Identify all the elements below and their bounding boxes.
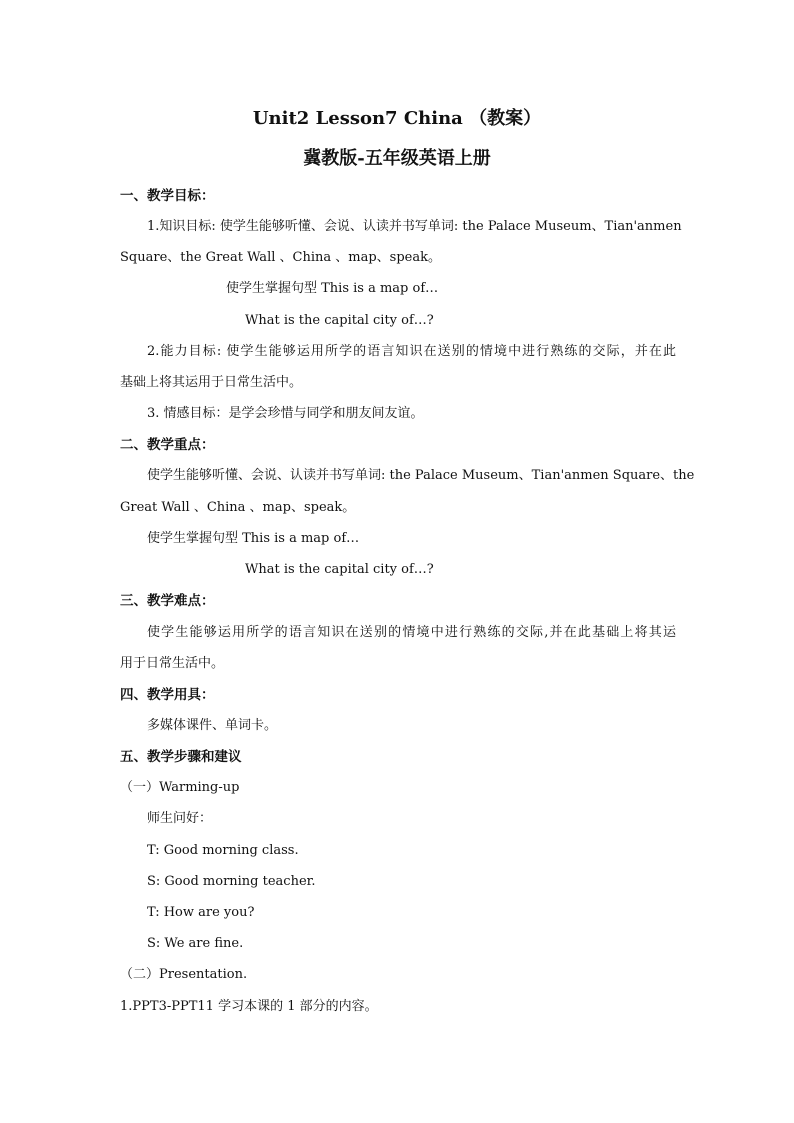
objective-knowledge-line-2: Square、the Great Wall 、China 、map、speak。 — [120, 250, 441, 265]
objective-knowledge-line-1: 1.知识目标: 使学生能够听懂、会说、认读并书写单词: the Palace Museum、Tian'anmen — [147, 219, 682, 234]
key-points-line-4: What is the capital city of…? — [245, 562, 434, 577]
objective-ability-line-2: 基础上将其运用于日常生活中。 — [120, 375, 303, 390]
difficulties-line-2: 用于日常生活中。 — [120, 656, 225, 671]
objective-sentence-pattern-2: What is the capital city of…? — [245, 313, 434, 328]
steps-presentation: （二）Presentation. — [120, 967, 248, 982]
dialogue-line-3: T: How are you? — [147, 905, 255, 920]
difficulties-line-1: 使学生能够运用所学的语言知识在送别的情境中进行熟练的交际,并在此基础上将其运 — [147, 625, 676, 640]
dialogue-line-4: S: We are fine. — [147, 936, 244, 951]
key-points-line-2: Great Wall 、China 、map、speak。 — [120, 500, 356, 515]
dialogue-line-2: S: Good morning teacher. — [147, 874, 316, 889]
steps-warming-up: （一）Warming-up — [120, 780, 240, 795]
objective-sentence-pattern-1: 使学生掌握句型 This is a map of… — [226, 281, 439, 296]
section-heading-objectives: 一、教学目标： — [120, 188, 215, 204]
section-heading-difficulties: 三、教学难点： — [120, 593, 215, 609]
section-heading-tools: 四、教学用具： — [120, 687, 215, 703]
section-heading-steps: 五、教学步骤和建议 — [120, 749, 242, 765]
objective-ability-line-1: 2.能力目标: 使学生能够运用所学的语言知识在送别的情境中进行熟练的交际，并在此 — [147, 344, 676, 359]
key-points-line-3: 使学生掌握句型 This is a map of… — [147, 531, 360, 546]
document-subtitle: 冀教版-五年级英语上册 — [303, 148, 491, 169]
objective-emotion: 3. 情感目标：是学会珍惜与同学和朋友间友谊。 — [147, 406, 424, 421]
tools-line: 多媒体课件、单词卡。 — [147, 718, 278, 733]
section-heading-key-points: 二、教学重点： — [120, 437, 215, 453]
steps-greeting: 师生问好： — [147, 811, 213, 826]
key-points-line-1: 使学生能够听懂、会说、认读并书写单词: the Palace Museum、Tian'anmen Square、the — [147, 468, 695, 483]
document-title: Unit2 Lesson7 China （教案） — [252, 108, 542, 129]
steps-presentation-item-1: 1.PPT3-PPT11 学习本课的 1 部分的内容。 — [120, 999, 378, 1014]
dialogue-line-1: T: Good morning class. — [147, 843, 299, 858]
